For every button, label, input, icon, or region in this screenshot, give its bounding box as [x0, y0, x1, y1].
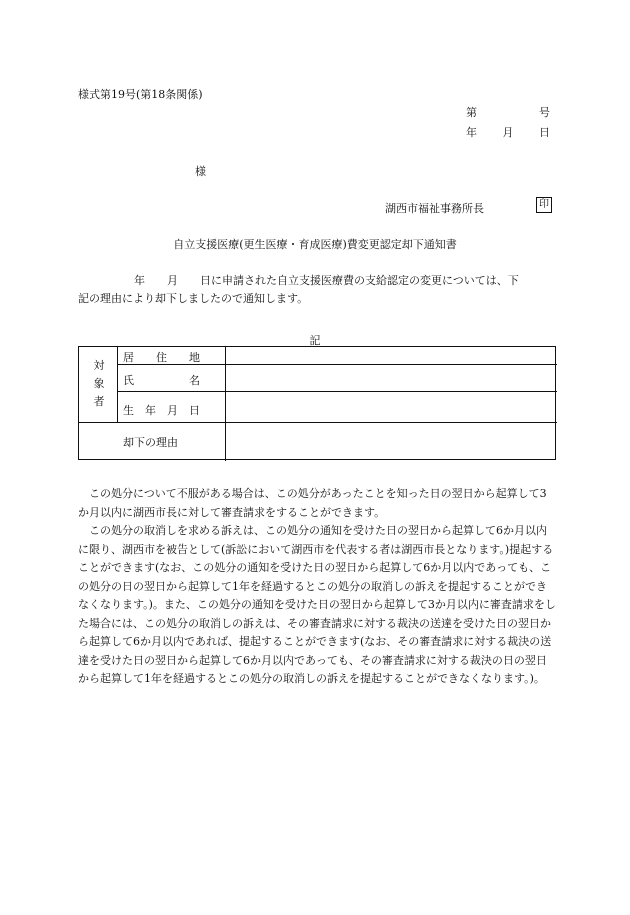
- table-divider: [79, 422, 557, 423]
- addressee-honorific: 様: [195, 165, 206, 178]
- number-prefix: 第: [466, 106, 477, 119]
- notice-body-line1: 年 月 日に申請された自立支援医療費の支給認定の変更については、下: [134, 274, 519, 287]
- name-label: 氏 名: [123, 374, 200, 387]
- table-divider: [117, 347, 118, 422]
- subject-table: [78, 346, 556, 460]
- document-number: [466, 104, 550, 120]
- date-month: 月: [502, 126, 514, 139]
- rejection-reason-label: 却下の理由: [123, 436, 178, 449]
- notice-body: [78, 272, 553, 308]
- seal-mark: 印: [536, 197, 552, 213]
- document-title: 自立支援医療(更生医療・育成医療)費変更認定却下通知書: [173, 238, 457, 251]
- appeal-notes-paragraph2: この処分の取消しを求める訴えは、この処分の通知を受けた日の翌日から起算して6か月以内に限り、湖西市を被告として(訴訟において湖西市を代表する者は湖西市長となります。)提起することができます(なお、この処分の通知を受けた日の翌日から起算して6か月以内であっても、この処分の日の翌日から起算して1年を経過するとこの処分の取消しの訴えを提起することができなくなります。)。また、この処分の通知を受けた日の翌日から起算して3か月以内に審査請求をした場合には、この処分の取消しの訴えは、その審査請求に対する裁決の送達を受けた日の翌日から起算して6か月以内であれば、提起することができます(なお、その審査請求に対する裁決の送達を受けた日の翌日から起算して6か月以内であっても、その審査請求に対する裁決の日の翌日から起算して1年を経過するとこの処分の取消しの訴えを提起することができなくなります。)。: [78, 524, 556, 685]
- appeal-notes-paragraph1: この処分について不服がある場合は、この処分があったことを知った日の翌日から起算して3か月以内に湖西市長に対して審査請求をすることができます。: [78, 487, 547, 519]
- number-suffix: 号: [539, 106, 550, 119]
- record-mark: 記: [309, 334, 321, 347]
- date-year: 年: [466, 126, 477, 139]
- appeal-notes: [78, 485, 556, 689]
- form-number: 様式第19号(第18条関係): [78, 88, 203, 101]
- address-label: 居 住 地: [123, 351, 200, 364]
- issuer-name: 湖西市福祉事務所長: [385, 202, 484, 215]
- issue-date: [466, 124, 550, 140]
- date-day: 日: [539, 126, 550, 139]
- notice-body-line2: 記の理由により却下しましたので通知します。: [78, 292, 309, 305]
- subject-label: 対 象 者: [93, 359, 105, 408]
- table-divider: [117, 391, 557, 392]
- birthdate-label: 生 年 月 日: [123, 404, 200, 417]
